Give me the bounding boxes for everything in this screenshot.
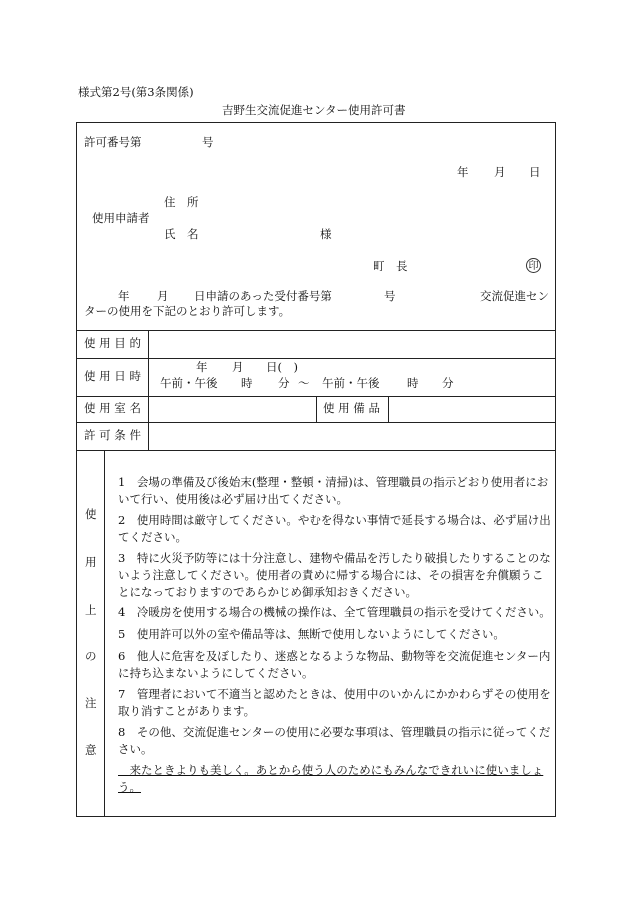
body-month: 月 bbox=[157, 289, 169, 303]
name-label: 氏 名 bbox=[164, 227, 199, 241]
slogan: 来たときよりも美しく。あとから使う人のためにもみんなできれいに使いましょう。 bbox=[118, 763, 544, 794]
form-number: 様式第2号(第3条関係) bbox=[78, 85, 194, 99]
datetime-month: 月 bbox=[232, 360, 244, 374]
datetime-tilde: 〜 bbox=[298, 376, 310, 390]
document-title: 吉野生交流促進センター使用許可書 bbox=[222, 103, 406, 117]
datetime-end-minute: 分 bbox=[442, 376, 454, 390]
equipment-field[interactable] bbox=[390, 398, 554, 420]
issue-day: 日 bbox=[529, 165, 541, 179]
purpose-label: 使 用 目 的 bbox=[84, 336, 141, 350]
note-item-5: 5 使用許可以外の室や備品等は、無断で使用しないようにしてください。 bbox=[118, 627, 505, 641]
notes-side-char: 上 bbox=[85, 603, 97, 617]
note-item-2: 2 使用時間は厳守してください。やむを得ない事情で延長する場合は、必ず届け出てください。 bbox=[118, 513, 551, 544]
row-divider bbox=[76, 450, 556, 451]
issuer-title: 町 長 bbox=[373, 259, 408, 273]
conditions-field[interactable] bbox=[150, 424, 554, 448]
note-item-8: 8 その他、交流促進センターの使用に必要な事項は、管理職員の指示に従ってください。 bbox=[118, 725, 551, 756]
datetime-day: 日( ) bbox=[266, 360, 298, 374]
issue-month: 月 bbox=[494, 165, 506, 179]
body-permit-sentence: ターの使用を下記のとおり許可します。 bbox=[84, 304, 291, 318]
seal-mark: 印 bbox=[526, 258, 541, 273]
note-item-1: 1 会場の準備及び後始末(整理・整頓・清掃)は、管理職員の指示どおり使用者において行い、使用後は必ず届け出てください。 bbox=[118, 475, 549, 506]
datetime-label: 使 用 日 時 bbox=[84, 369, 141, 383]
body-number-suffix: 号 bbox=[384, 289, 396, 303]
applicant-label: 使用申請者 bbox=[92, 211, 150, 225]
datetime-start-hour: 時 bbox=[241, 376, 253, 390]
datetime-end-hour: 時 bbox=[407, 376, 419, 390]
issue-year: 年 bbox=[457, 165, 469, 179]
equipment-label: 使 用 備 品 bbox=[323, 401, 380, 415]
note-item-3: 3 特に火災予防等には十分注意し、建物や備品を汚したり破損したりすることのないよう注意してください。使用者の責めに帰する場合には、その損害を弁償願うことになっておりますのであらかじめ御承知おきください。 bbox=[118, 551, 551, 599]
conditions-label: 許 可 条 件 bbox=[84, 428, 141, 442]
room-field[interactable] bbox=[150, 398, 314, 420]
permit-number-suffix: 号 bbox=[202, 135, 214, 149]
equipment-label-divider bbox=[388, 396, 389, 422]
note-item-7: 7 管理者において不適当と認めたときは、使用中のいかんにかかわらずその使用を取り消すことがあります。 bbox=[118, 687, 551, 718]
notes-side-char: 使 bbox=[85, 507, 97, 521]
note-item-4: 4 冷暖房を使用する場合の機械の操作は、全て管理職員の指示を受けてください。 bbox=[118, 605, 551, 619]
address-label: 住 所 bbox=[164, 195, 199, 209]
body-application-phrase: 日申請のあった受付番号第 bbox=[194, 289, 332, 303]
body-center-name: 交流促進セン bbox=[480, 289, 549, 303]
note-item-6: 6 他人に危害を及ぼしたり、迷惑となるような物品、動物等を交流促進センター内に持ち込まないようにしてください。 bbox=[118, 649, 551, 680]
purpose-field[interactable] bbox=[150, 332, 554, 356]
notes-side-char: 用 bbox=[85, 555, 97, 569]
label-column-divider bbox=[148, 330, 149, 450]
notes-side-char: 注 bbox=[85, 696, 97, 710]
notes-side-char: の bbox=[85, 649, 97, 663]
datetime-end-ampm: 午前・午後 bbox=[322, 376, 380, 390]
honorific: 様 bbox=[320, 227, 332, 241]
notes-side-char: 意 bbox=[85, 743, 97, 757]
datetime-start-minute: 分 bbox=[278, 376, 290, 390]
room-equipment-divider bbox=[316, 396, 317, 422]
notes-side-divider bbox=[104, 450, 105, 817]
datetime-year: 年 bbox=[196, 360, 208, 374]
body-year: 年 bbox=[118, 289, 130, 303]
datetime-start-ampm: 午前・午後 bbox=[160, 376, 218, 390]
room-label: 使 用 室 名 bbox=[84, 401, 141, 415]
permit-number-prefix: 許可番号第 bbox=[84, 135, 142, 149]
